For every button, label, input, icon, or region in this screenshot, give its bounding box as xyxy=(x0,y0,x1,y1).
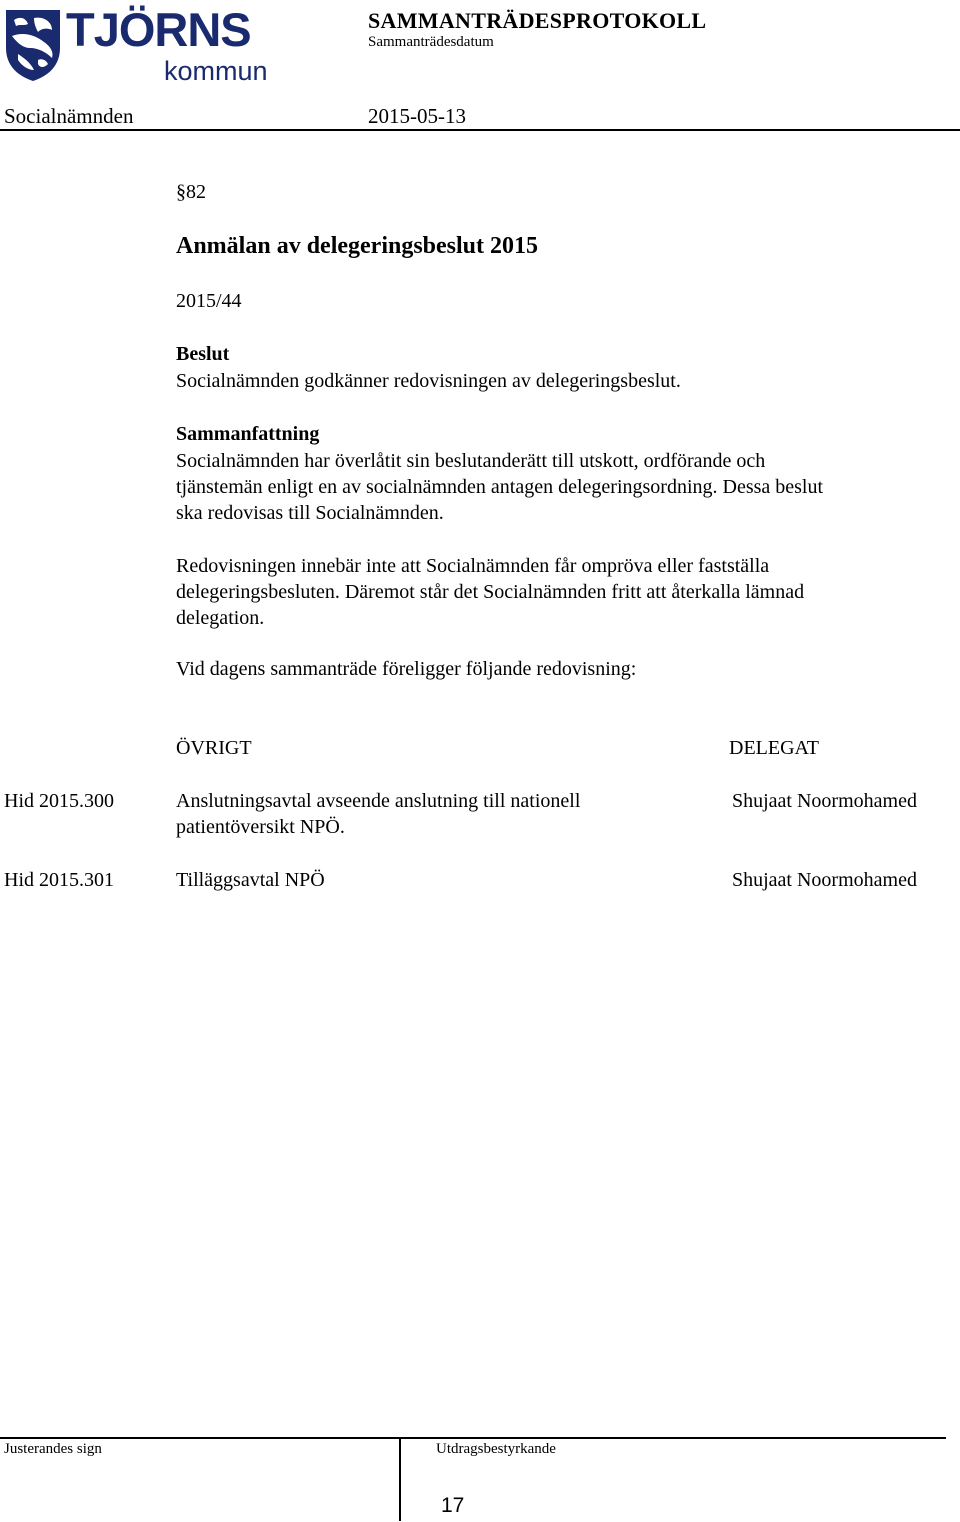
header-divider xyxy=(0,129,960,131)
meeting-date: 2015-05-13 xyxy=(368,104,466,128)
utdragsbestyrkande-label: Utdragsbestyrkande xyxy=(436,1441,556,1457)
section-title: Anmälan av delegeringsbeslut 2015 xyxy=(176,233,539,259)
row-id: Hid 2015.300 xyxy=(4,790,114,812)
summary-paragraph xyxy=(176,448,936,526)
summary-heading: Sammanfattning xyxy=(176,423,320,445)
committee-name: Socialnämnden xyxy=(4,104,134,128)
summary-line: ska redovisas till Socialnämnden. xyxy=(176,502,444,524)
justerandes-sign-label: Justerandes sign xyxy=(4,1441,102,1457)
row-subject-line: Tilläggsavtal NPÖ xyxy=(176,869,325,891)
footer-divider xyxy=(0,1437,946,1439)
page-number: 17 xyxy=(441,1494,465,1517)
row-id: Hid 2015.301 xyxy=(4,869,114,891)
document-title: SAMMANTRÄDESPROTOKOLL xyxy=(368,8,707,33)
summary-line: tjänstemän enligt en av socialnämnden antagen delegeringsordning. Dessa beslut xyxy=(176,476,824,498)
column-header-delegate: DELEGAT xyxy=(729,737,819,759)
decision-heading: Beslut xyxy=(176,343,230,365)
delegation-paragraph xyxy=(176,553,936,631)
decision-text: Socialnämnden godkänner redovisningen av delegeringsbeslut. xyxy=(176,370,681,392)
column-header-subject: ÖVRIGT xyxy=(176,737,252,759)
row-subject-line: Anslutningsavtal avseende anslutning till nationell xyxy=(176,790,581,812)
row-delegate: Shujaat Noormohamed xyxy=(732,869,917,891)
document-subtitle: Sammanträdesdatum xyxy=(368,34,494,50)
logo-name: TJÖRNS xyxy=(66,3,251,56)
municipality-logo xyxy=(4,3,268,86)
paragraph-line: delegation. xyxy=(176,607,265,629)
footer-column-divider xyxy=(399,1437,401,1521)
row-subject-line: patientöversikt NPÖ. xyxy=(176,816,345,838)
row-subject xyxy=(176,788,716,840)
row-delegate: Shujaat Noormohamed xyxy=(732,790,917,812)
paragraph-line: delegeringsbesluten. Däremot står det Socialnämnden fritt att återkalla lämnad xyxy=(176,581,805,603)
logo-subtitle: kommun xyxy=(164,56,268,86)
list-intro: Vid dagens sammanträde föreligger följande redovisning: xyxy=(176,658,637,680)
tjorn-coat-of-arms-icon xyxy=(4,8,62,82)
case-number: 2015/44 xyxy=(176,290,242,312)
paragraph-line: Redovisningen innebär inte att Socialnämnden får ompröva eller fastställa xyxy=(176,555,770,577)
summary-line: Socialnämnden har överlåtit sin beslutanderätt till utskott, ordförande och xyxy=(176,450,766,472)
paragraph-number: §82 xyxy=(176,181,206,203)
